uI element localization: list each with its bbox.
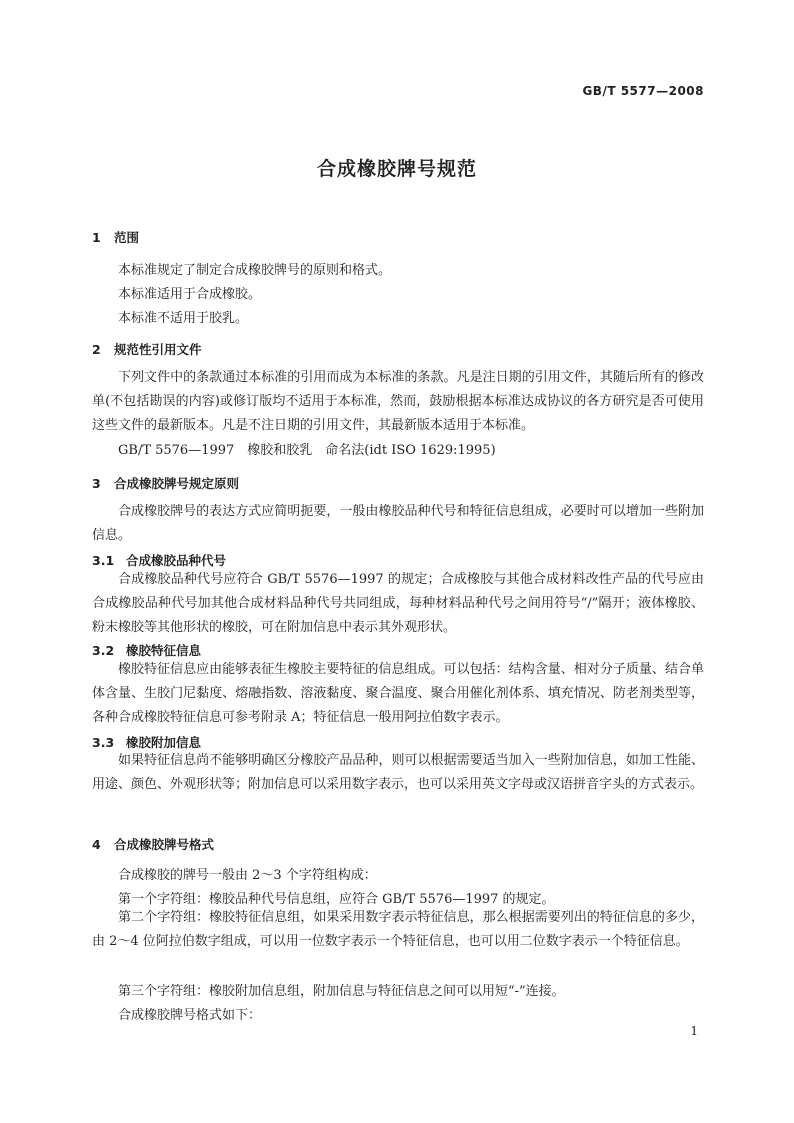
section-4-heading — [92, 835, 214, 853]
subsection-title: 合成橡胶品种代号 — [126, 553, 227, 568]
paragraph-line: 合成橡胶的牌号一般由 2～3 个字符组构成： — [118, 868, 377, 883]
subsection-number: 3.3 — [92, 735, 115, 750]
paragraph-line: 本标准规定了制定合成橡胶牌号的原则和格式。 — [118, 263, 392, 278]
subsection-title: 橡胶特征信息 — [126, 643, 202, 658]
subsection-3-1-heading — [92, 551, 226, 569]
paragraph: 合成橡胶牌号的表达方式应简明扼要，一般由橡胶品种代号和特征信息组成，必要时可以增加一些附加信息。 — [92, 504, 704, 543]
subsection-3-2-heading — [92, 641, 201, 659]
section-2-heading — [92, 340, 202, 358]
paragraph-line: 本标准不适用于胶乳。 — [118, 311, 249, 326]
paragraph-line: 第一个字符组：橡胶品种代号信息组，应符合 GB/T 5576—1997 的规定。 — [118, 892, 555, 907]
paragraph-line: 本标准适用于合成橡胶。 — [118, 287, 262, 302]
section-title: 范围 — [114, 230, 140, 245]
paragraph: 下列文件中的条款通过本标准的引用而成为本标准的条款。凡是注日期的引用文件，其随后所有的修改单(不包括勘误的内容)或修订版均不适用于本标准，然而，鼓励根据本标准达成协议的各方研究是否可使用这些文件的最新版本。凡是不注日期的引用文件，其最新版本适用于本标准。 — [92, 370, 704, 433]
paragraph: 第二个字符组：橡胶特征信息组，如果采用数字表示特征信息，那么根据需要列出的特征信息的多少，由 2～4 位阿拉伯数字组成，可以用一位数字表示一个特征信息，也可以用二位数字表示一个特征信息。 — [92, 910, 704, 949]
section-1-heading — [92, 228, 139, 246]
paragraph: 合成橡胶品种代号应符合 GB/T 5576—1997 的规定；合成橡胶与其他合成材料改性产品的代号应由合成橡胶品种代号加其他合成材料品种代号共同组成，每种材料品种代号之间用符号“/”隔开；液体橡胶、粉末橡胶等其他形状的橡胶，可在附加信息中表示其外观形状。 — [92, 572, 704, 635]
section-number: 4 — [92, 837, 101, 852]
subsection-title: 橡胶附加信息 — [126, 735, 202, 750]
paragraph-line: 第三个字符组：橡胶附加信息组，附加信息与特征信息之间可以用短“-”连接。 — [118, 984, 565, 999]
section-title: 合成橡胶牌号格式 — [114, 837, 215, 852]
section-title: 合成橡胶牌号规定原则 — [114, 476, 240, 491]
section-3-heading — [92, 474, 239, 492]
section-number: 2 — [92, 342, 101, 357]
subsection-number: 3.2 — [92, 643, 115, 658]
paragraph-line: 合成橡胶牌号格式如下： — [118, 1008, 262, 1023]
section-number: 3 — [92, 476, 101, 491]
paragraph: 如果特征信息尚不能够明确区分橡胶产品品种，则可以根据需要适当加入一些附加信息，如加工性能、用途、颜色、外观形状等；附加信息可以采用数字表示，也可以采用英文字母或汉语拼音字头的方式表示。 — [92, 753, 704, 792]
subsection-number: 3.1 — [92, 553, 115, 568]
section-title: 规范性引用文件 — [114, 342, 202, 357]
document-title: 合成橡胶牌号规范 — [316, 158, 477, 180]
section-number: 1 — [92, 230, 101, 245]
page-number: 1 — [690, 1024, 698, 1038]
standard-number: GB/T 5577—2008 — [582, 84, 704, 98]
reference-item: GB/T 5576—1997 橡胶和胶乳 命名法(idt ISO 1629:1995) — [118, 443, 496, 458]
paragraph: 橡胶特征信息应由能够表征生橡胶主要特征的信息组成。可以包括：结构含量、相对分子质量、结合单体含量、生胶门尼黏度、熔融指数、溶液黏度、聚合温度、聚合用催化剂体系、填充情况、防老剂类型等，各种合成橡胶特征信息可参考附录 A；特征信息一般用阿拉伯数字表示。 — [92, 662, 704, 725]
